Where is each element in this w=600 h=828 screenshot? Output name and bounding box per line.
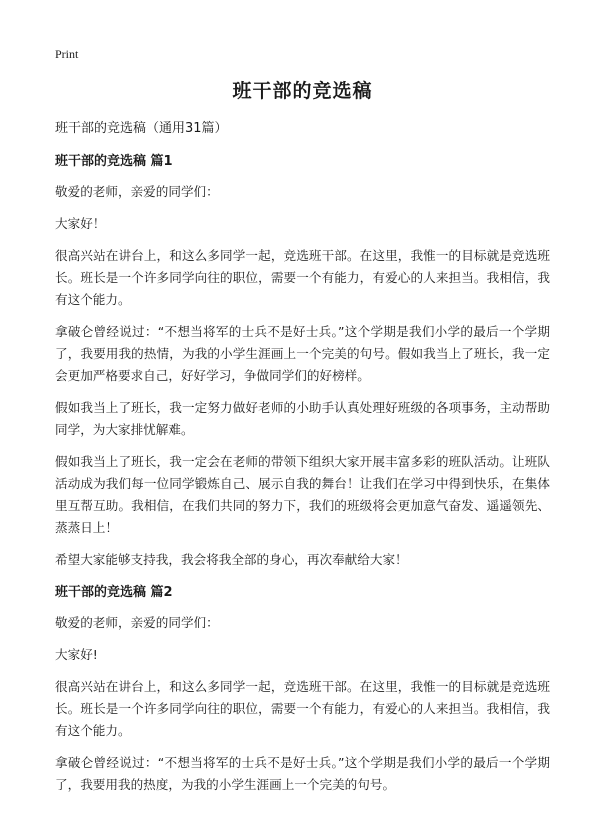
paragraph: 大家好! (55, 647, 98, 662)
print-link[interactable]: Print (55, 47, 79, 61)
section-2 (55, 581, 550, 796)
paragraph: 假如我当上了班长，我一定会在老师的带领下组织大家开展丰富多彩的班队活动。让班队活动成为我们每一位同学锻炼自己、展示自我的舞台！让我们在学习中得到快乐，在集体里互帮互助。我相信，在我们共同的努力下，我们的班级将会更加意气奋发、遥遥领先、蒸蒸日上！ (55, 454, 550, 535)
section-heading: 班干部的竞选稿 篇1 (55, 154, 173, 169)
paragraph: 拿破仑曾经说过：“不想当将军的士兵不是好士兵。”这个学期是我们小学的最后一个学期了，我要用我的热度，为我的小学生涯画上一个完美的句号。 (55, 755, 550, 792)
section-1 (55, 150, 550, 571)
paragraph: 敬爱的老师，亲爱的同学们： (55, 615, 219, 630)
document-title: 班干部的竞选稿 (232, 80, 373, 102)
document-page (55, 76, 550, 806)
document-subtitle: 班干部的竞选稿（通用31篇） (55, 121, 228, 136)
paragraph: 希望大家能够支持我，我会将我全部的身心，再次奉献给大家！ (55, 552, 408, 567)
paragraph: 很高兴站在讲台上，和这么多同学一起，竞选班干部。在这里，我惟一的目标就是竞选班长。班长是一个许多同学向往的职位，需要一个有能力，有爱心的人来担当。我相信，我有这个能力。 (55, 679, 550, 738)
paragraph: 很高兴站在讲台上，和这么多同学一起，竞选班干部。在这里，我惟一的目标就是竞选班长。班长是一个许多同学向往的职位，需要一个有能力，有爱心的人来担当。我相信，我有这个能力。 (55, 248, 550, 307)
paragraph: 拿破仑曾经说过：“不想当将军的士兵不是好士兵。”这个学期是我们小学的最后一个学期了，我要用我的热情，为我的小学生涯画上一个完美的句号。假如我当上了班长，我一定会更加严格要求自己，好好学习，争做同学们的好榜样。 (55, 324, 550, 383)
paragraph: 敬爱的老师，亲爱的同学们： (55, 184, 219, 199)
section-heading: 班干部的竞选稿 篇2 (55, 585, 173, 600)
paragraph: 假如我当上了班长，我一定努力做好老师的小助手认真处理好班级的各项事务，主动帮助同学，为大家排忧解难。 (55, 400, 550, 437)
paragraph: 大家好！ (55, 216, 106, 231)
